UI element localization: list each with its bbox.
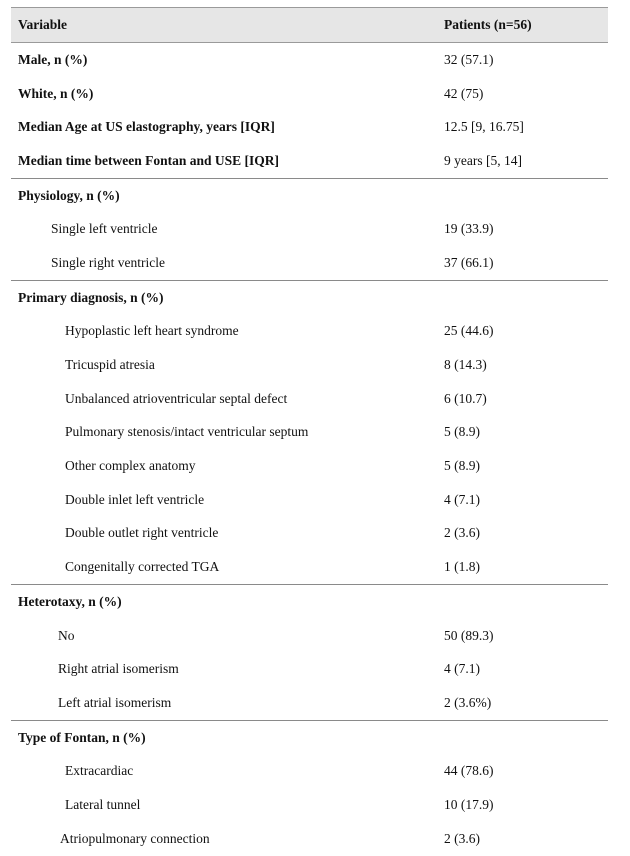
table-row (11, 619, 608, 653)
table-row (11, 43, 608, 77)
table-row (11, 788, 608, 822)
table-header (11, 7, 608, 43)
row-value: 12.5 [9, 16.75] (444, 119, 524, 135)
row-label: Unbalanced atrioventricular septal defect (65, 390, 288, 406)
row-value: 32 (57.1) (444, 51, 494, 67)
section-label: Heterotaxy, n (%) (18, 593, 122, 609)
row-label: Double inlet left ventricle (65, 491, 205, 507)
table-row (11, 110, 608, 144)
table-row (11, 77, 608, 111)
header-patients: Patients (n=56) (444, 17, 532, 32)
row-value: 5 (8.9) (444, 424, 480, 440)
section-row-primary-diagnosis (11, 280, 608, 315)
row-label: Male, n (%) (18, 51, 88, 67)
row-label: Hypoplastic left heart syndrome (65, 323, 239, 339)
table-row (11, 517, 608, 551)
row-value: 4 (7.1) (444, 661, 480, 677)
row-value: 9 years [5, 14] (444, 152, 522, 168)
section-row-type-of-fontan (11, 720, 608, 755)
row-value: 19 (33.9) (444, 221, 494, 237)
table-row (11, 416, 608, 450)
row-value: 2 (3.6) (444, 830, 480, 846)
table-row (11, 822, 608, 856)
row-label: Single right ventricle (51, 254, 165, 270)
row-value: 25 (44.6) (444, 323, 494, 339)
row-value: 2 (3.6%) (444, 694, 492, 710)
row-value: 42 (75) (444, 85, 484, 101)
row-label: Left atrial isomerism (58, 694, 172, 710)
row-label: Other complex anatomy (65, 458, 196, 474)
row-label: Congenitally corrected TGA (65, 559, 220, 575)
row-label: Extracardiac (65, 763, 134, 779)
section-row-heterotaxy (11, 584, 608, 619)
row-label: Single left ventricle (51, 221, 158, 237)
table-row (11, 686, 608, 720)
row-label: Double outlet right ventricle (65, 525, 219, 541)
row-value: 44 (78.6) (444, 763, 494, 779)
table-row (11, 449, 608, 483)
table-row (11, 483, 608, 517)
row-label: Lateral tunnel (65, 796, 141, 812)
table-row (11, 348, 608, 382)
section-label: Physiology, n (%) (18, 187, 120, 203)
row-label: Tricuspid atresia (65, 357, 155, 373)
row-value: 2 (3.6) (444, 525, 480, 541)
table-row (11, 652, 608, 686)
row-value: 1 (1.8) (444, 559, 480, 575)
table-row (11, 550, 608, 584)
row-label: Median time between Fontan and USE [IQR] (18, 152, 280, 168)
row-label: Pulmonary stenosis/intact ventricular septum (65, 424, 309, 440)
row-label: No (58, 627, 75, 643)
row-label: White, n (%) (18, 85, 94, 101)
row-label: Right atrial isomerism (58, 661, 179, 677)
table-row (11, 212, 608, 246)
section-row-physiology (11, 178, 608, 213)
row-value: 10 (17.9) (444, 796, 494, 812)
row-value: 6 (10.7) (444, 390, 487, 406)
patient-characteristics-table (11, 7, 608, 856)
section-label: Primary diagnosis, n (%) (18, 289, 164, 305)
table-row (11, 754, 608, 788)
header-variable: Variable (18, 17, 68, 32)
table-row (11, 144, 608, 178)
row-label: Atriopulmonary connection (60, 830, 210, 846)
row-label: Median Age at US elastography, years [IQR] (18, 119, 275, 135)
row-value: 5 (8.9) (444, 458, 480, 474)
row-value: 8 (14.3) (444, 357, 487, 373)
row-value: 50 (89.3) (444, 627, 494, 643)
table-row (11, 382, 608, 416)
table-row (11, 246, 608, 280)
row-value: 4 (7.1) (444, 491, 480, 507)
section-label: Type of Fontan, n (%) (18, 729, 146, 745)
row-value: 37 (66.1) (444, 254, 494, 270)
table-row (11, 315, 608, 349)
